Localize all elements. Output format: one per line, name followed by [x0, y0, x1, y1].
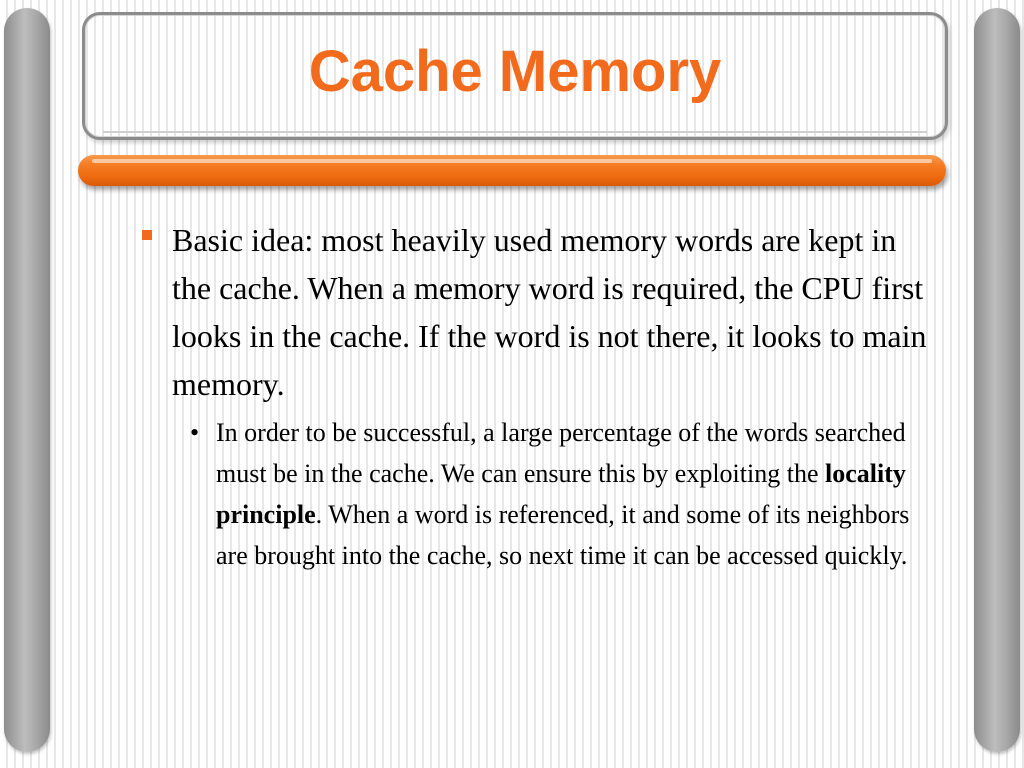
bullet-level-1-text: Basic idea: most heavily used memory words are kept in the cache. When a memory word is required, the CPU first looks in the cache. If the word is not there, it looks to main memory. — [172, 222, 927, 402]
left-decorative-pill — [4, 8, 50, 752]
bullet-level-1 — [140, 216, 940, 408]
bullet-level-2-text-after: . When a word is referenced, it and some of its neighbors are brought into the cache, so next time it can be accessed quickly. — [216, 500, 910, 570]
right-decorative-pill — [974, 8, 1020, 752]
title-frame — [82, 12, 948, 140]
locality-principle-term: locality principle — [216, 459, 906, 529]
bullet-level-2-text-before: In order to be successful, a large percentage of the words searched must be in the cache. We can ensure this by exploiting the — [216, 418, 906, 488]
orange-bar-highlight — [92, 159, 932, 163]
square-bullet-icon — [142, 230, 152, 240]
slide-title: Cache Memory — [308, 39, 722, 104]
slide-body — [140, 216, 940, 576]
title-frame-inner-line — [103, 131, 927, 133]
orange-divider-bar — [78, 155, 946, 186]
bullet-level-2 — [184, 412, 916, 576]
dot-bullet-icon: • — [190, 418, 200, 447]
